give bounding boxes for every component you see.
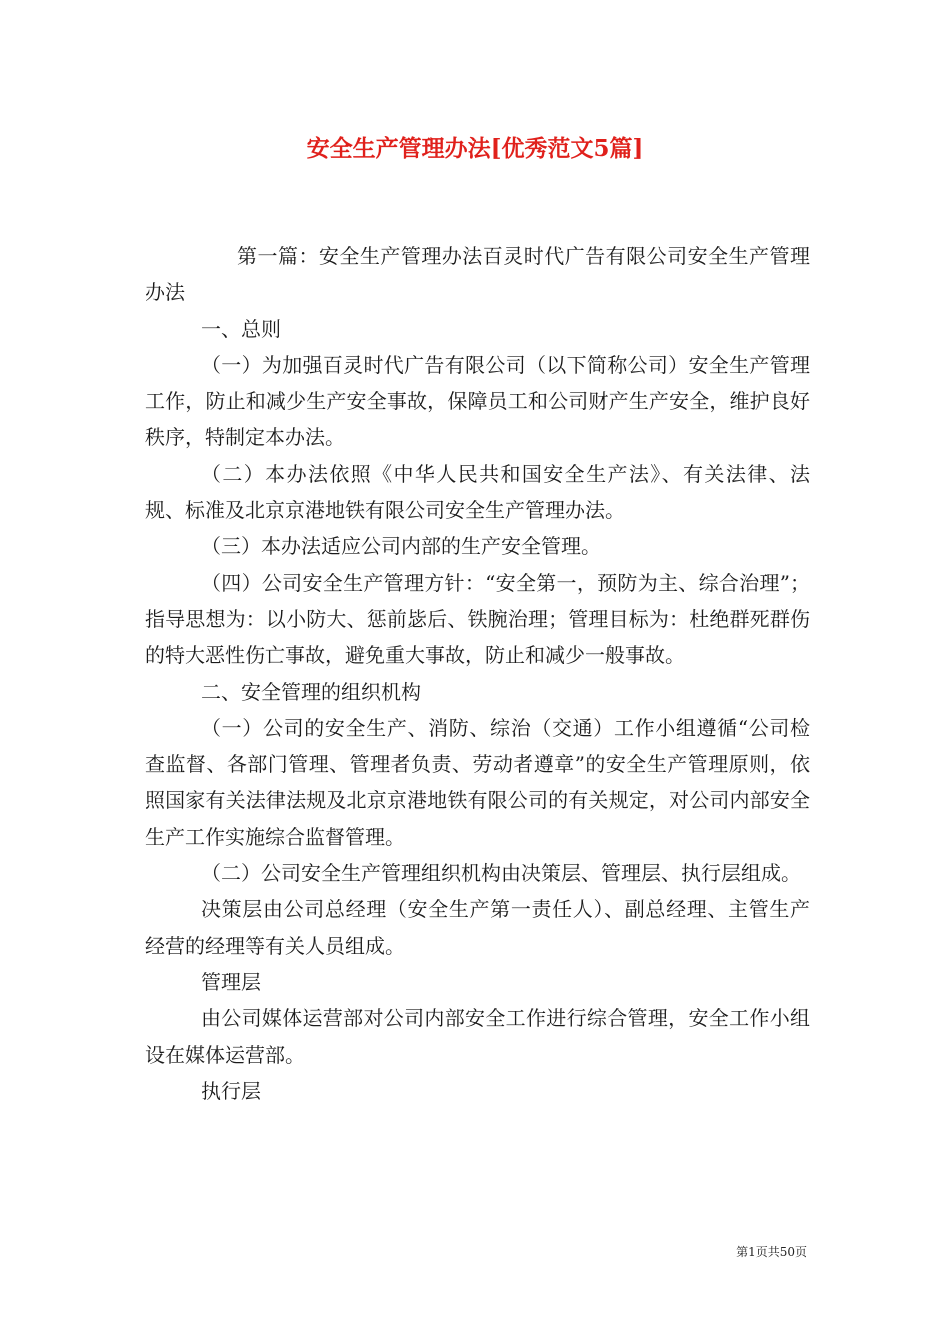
paragraph: （一）为加强百灵时代广告有限公司（以下简称公司）安全生产管理工作，防止和减少生产安全事故，保障员工和公司财产生产安全，维护良好秩序，特制定本办法。 — [145, 352, 810, 450]
paragraph: 第一篇：安全生产管理办法百灵时代广告有限公司安全生产管理办法 — [145, 244, 810, 305]
paragraph: 由公司媒体运营部对公司内部安全工作进行综合管理，安全工作小组设在媒体运营部。 — [145, 1006, 810, 1067]
document-body — [145, 238, 810, 1109]
page-number: 第1页共50页 — [736, 1245, 807, 1259]
section-heading: 一、总则 — [201, 316, 281, 341]
section-heading: 二、安全管理的组织机构 — [201, 679, 421, 704]
paragraph: 决策层由公司总经理（安全生产第一责任人）、副总经理、主管生产经营的经理等有关人员组成。 — [145, 897, 810, 958]
paragraph: （二）本办法依照《中华人民共和国安全生产法》、有关法律、法规、标准及北京京港地铁有限公司安全生产管理办法。 — [145, 461, 810, 523]
paragraph: （二）公司安全生产管理组织机构由决策层、管理层、执行层组成。 — [201, 861, 801, 886]
document-title: 安全生产管理办法[优秀范文5篇] — [306, 135, 644, 162]
paragraph: （四）公司安全生产管理方针：“安全第一，预防为主、综合治理”；指导思想为：以小防大、惩前毖后、铁腕治理；管理目标为：杜绝群死群伤的特大恶性伤亡事故，避免重大事故，防止和减少一般事故。 — [145, 570, 810, 668]
subheading: 管理层 — [201, 969, 261, 994]
paragraph: （三）本办法适应公司内部的生产安全管理。 — [201, 534, 601, 559]
paragraph: （一）公司的安全生产、消防、综治（交通）工作小组遵循“公司检查监督、各部门管理、管理者负责、劳动者遵章”的安全生产管理原则，依照国家有关法律法规及北京京港地铁有限公司的有关规定，对公司内部安全生产工作实施综合监督管理。 — [145, 715, 810, 849]
subheading: 执行层 — [201, 1078, 261, 1103]
